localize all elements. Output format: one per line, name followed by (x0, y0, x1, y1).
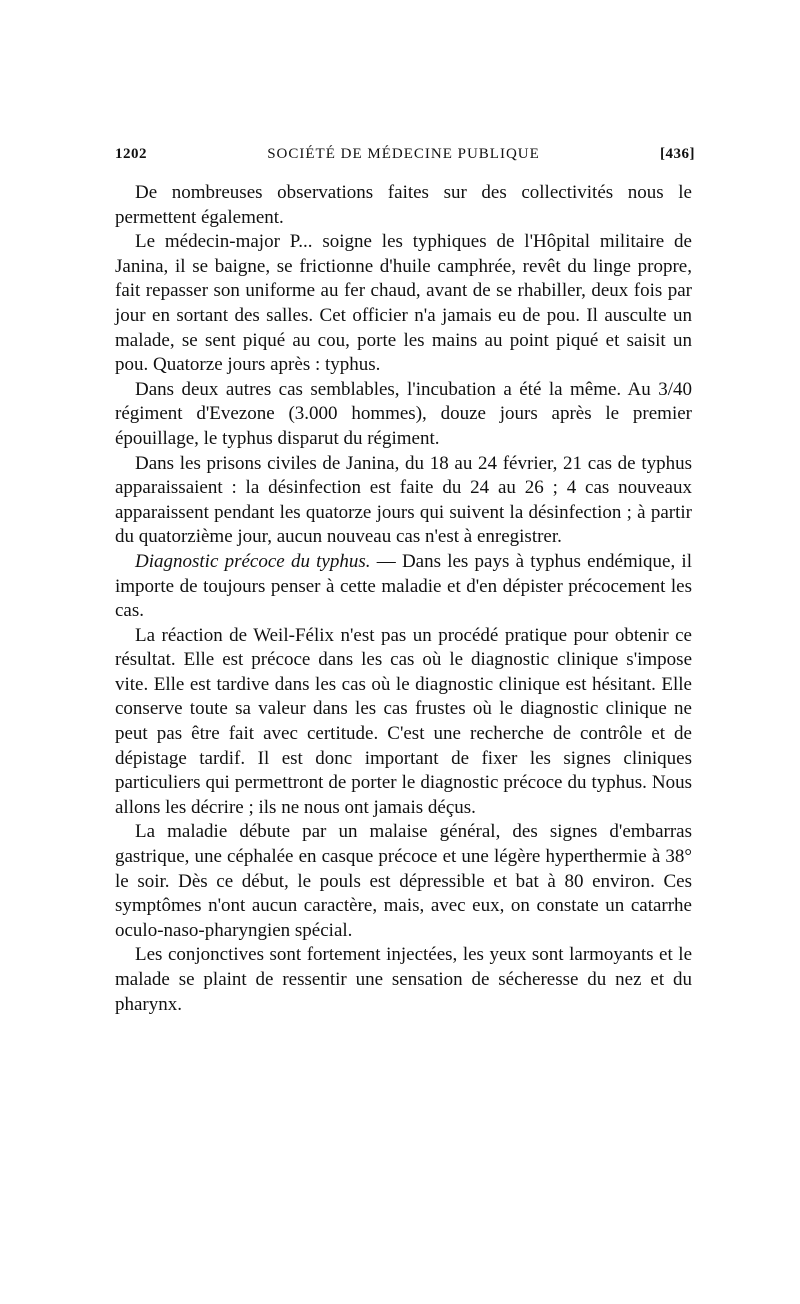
italic-heading: Diagnostic précoce du typhus. (135, 550, 371, 572)
paragraph-1: De nombreuses observations faites sur des collectivités nous le permettent également. (115, 182, 692, 228)
paragraph-7: La maladie débute par un malaise général, des signes d'embarras gastrique, une céphalée en casque précoce et une légère hyperthermie à 38° le soir. Dès ce début, le pouls est dépressible et bat à 80 environ. Ces symptômes n'ont aucun caractère, mais, avec eux, on constate un catarrhe oculo-naso-pharyngien spécial. (115, 821, 692, 941)
page-number: 1202 (115, 146, 147, 162)
running-title: SOCIÉTÉ DE MÉDECINE PUBLIQUE (267, 146, 540, 162)
paragraph-5: Diagnostic précoce du typhus. — Dans les pays à typhus endémique, il importe de toujours penser à cette maladie et d'en dépister précocement les cas. (115, 550, 692, 622)
body-text (115, 181, 692, 1017)
section-number: [436] (659, 146, 695, 162)
paragraph-8: Les conjonctives sont fortement injectées, les yeux sont larmoyants et le malade se plaint de ressentir une sensation de sécheresse du nez et du pharynx. (115, 944, 692, 1015)
paragraph-5-text: Dans les pays à typhus endémique, il importe de toujours penser à cette maladie et d'en dépister précocement les cas. (115, 550, 692, 622)
paragraph-6: La réaction de Weil-Félix n'est pas un procédé pratique pour obtenir ce résultat. Elle est précoce dans les cas où le diagnostic clinique s'impose vite. Elle est tardive dans les cas où le diagnostic clinique est hésitant. Elle conserve toute sa valeur dans les cas frustes où le diagnostic clinique ne peut pas être fait avec certitude. C'est une recherche de contrôle et de dépistage tardif. Il est donc important de fixer les signes cliniques particuliers qui permettront de porter le diagnostic précoce du typhus. Nous allons les décrire ; ils ne nous ont jamais déçus. (115, 624, 692, 818)
running-header (115, 146, 695, 163)
paragraph-4: Dans les prisons civiles de Janina, du 18 au 24 février, 21 cas de typhus apparaissaient : la désinfection est faite du 24 au 26 ; 4 cas nouveaux apparaissent pendant les quatorze jours qui suivent la désinfection ; à partir du quatorzième jour, aucun nouveau cas n'est à enregistrer. (115, 452, 692, 548)
paragraph-2: Le médecin-major P... soigne les typhiques de l'Hôpital militaire de Janina, il se baigne, se frictionne d'huile camphrée, revêt du linge propre, fait repasser son uniforme au fer chaud, avant de se rhabiller, deux fois par jour en sortant des salles. Cet officier n'a jamais eu de pou. Il ausculte un malade, se sent piqué au cou, porte les mains au point piqué et saisit un pou. Quatorze jours après : typhus. (115, 231, 692, 376)
paragraph-3: Dans deux autres cas semblables, l'incubation a été la même. Au 3/40 régiment d'Evezone (3.000 hommes), douze jours après le premier épouillage, le typhus disparut du régiment. (115, 378, 692, 449)
